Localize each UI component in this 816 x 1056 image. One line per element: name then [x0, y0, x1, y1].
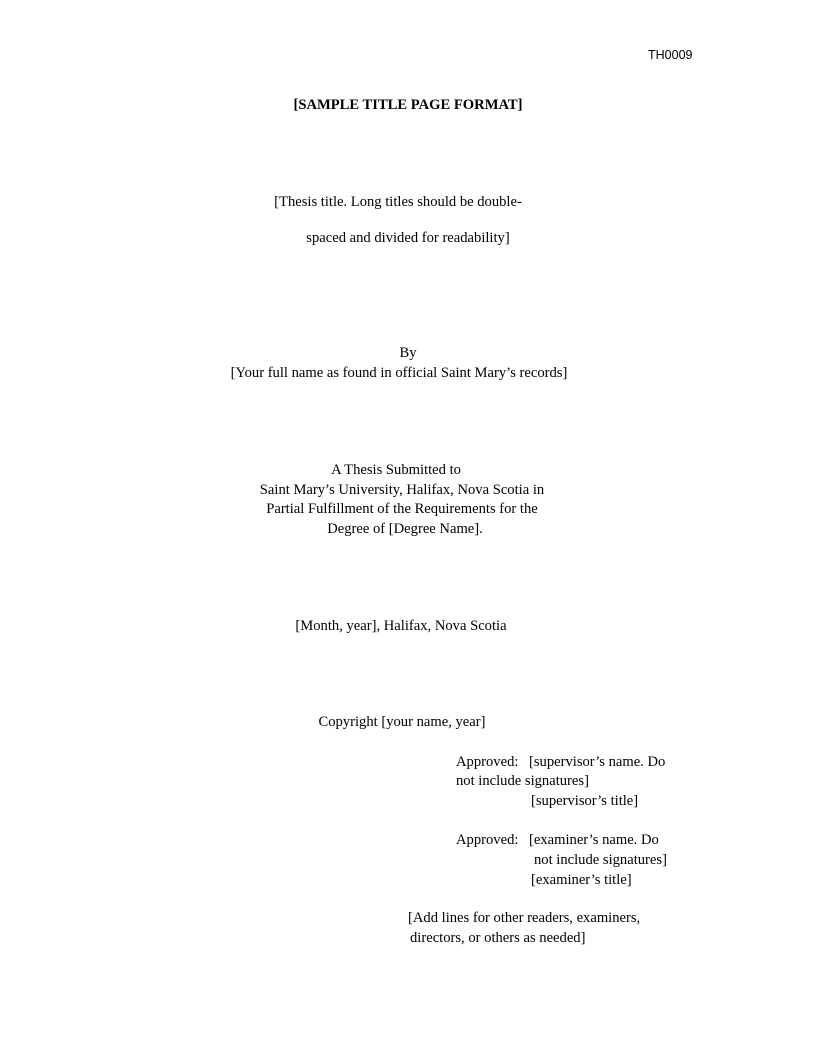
examiner-name-line-2: not include signatures] [534, 852, 667, 868]
supervisor-title: [supervisor’s title] [531, 793, 639, 809]
document-id: TH0009 [648, 48, 693, 62]
submission-line-2: Saint Mary’s University, Halifax, Nova Scotia in [259, 482, 545, 498]
by-label: By [399, 345, 417, 361]
supervisor-name-line-1: [supervisor’s name. Do [529, 754, 666, 770]
author-name: [Your full name as found in official Saint Mary’s records] [230, 365, 568, 381]
submission-line-4: Degree of [Degree Name]. [327, 521, 483, 537]
examiner-name-line-1: [examiner’s name. Do [529, 832, 659, 848]
approval-label: Approved: [456, 832, 519, 848]
submission-line-1: A Thesis Submitted to [331, 462, 461, 478]
examiner-title: [examiner’s title] [531, 872, 632, 888]
note-line-2: directors, or others as needed] [410, 930, 586, 946]
thesis-title-line-2: spaced and divided for readability] [306, 230, 510, 246]
date-place: [Month, year], Halifax, Nova Scotia [295, 618, 507, 634]
note-line-1: [Add lines for other readers, examiners, [408, 910, 641, 926]
thesis-title-line-1: [Thesis title. Long titles should be double- [274, 194, 522, 210]
supervisor-name-line-2: not include signatures] [456, 773, 589, 789]
page-heading: [SAMPLE TITLE PAGE FORMAT] [293, 97, 523, 113]
copyright-line: Copyright [your name, year] [318, 714, 486, 730]
approval-label: Approved: [456, 754, 519, 770]
submission-line-3: Partial Fulfillment of the Requirements for the [266, 501, 538, 517]
